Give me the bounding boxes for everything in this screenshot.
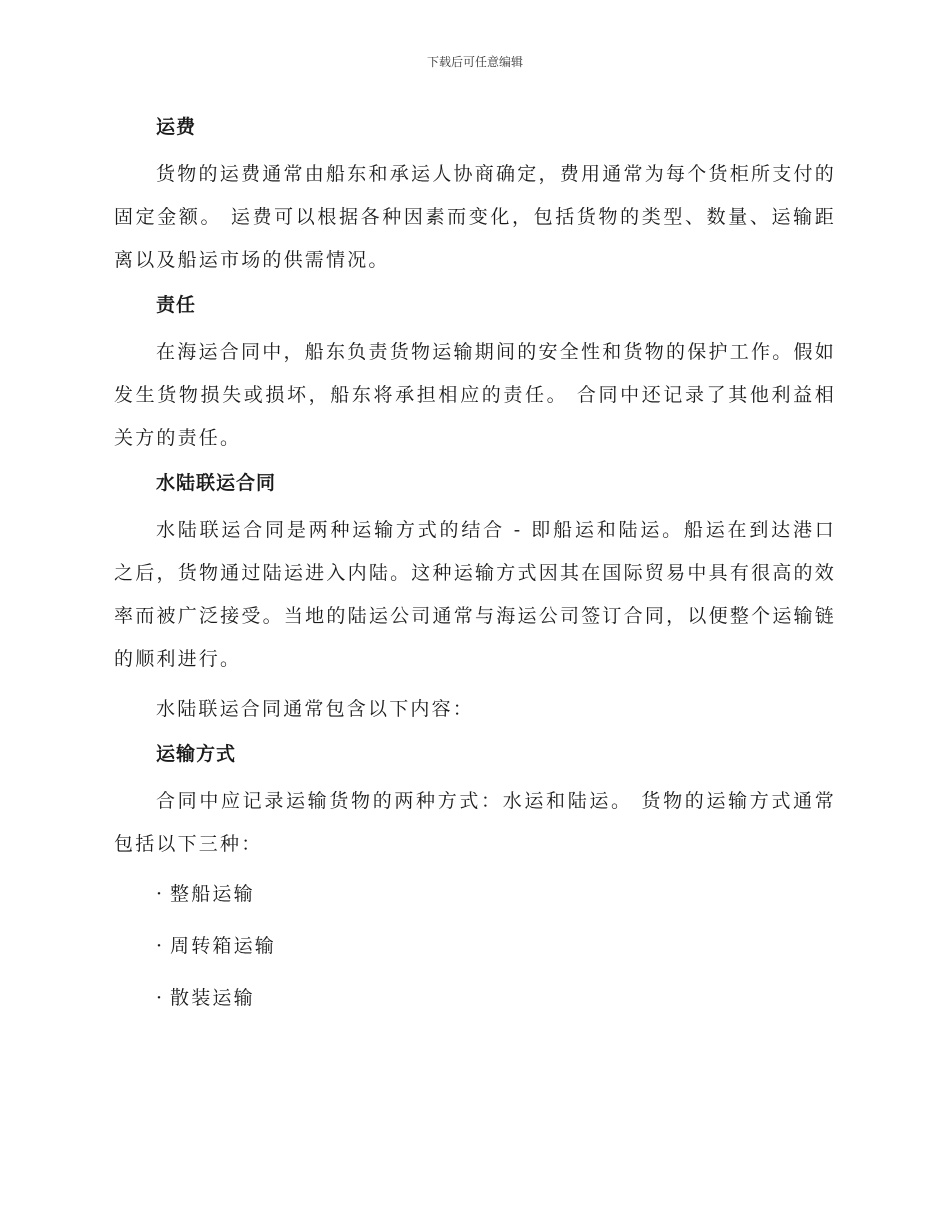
list-item-text: 散装运输 bbox=[170, 987, 255, 1009]
section-heading-multimodal: 水陆联运合同 bbox=[156, 472, 277, 494]
section-heading-freight: 运费 bbox=[156, 116, 197, 138]
paragraph-liability: 在海运合同中，船东负责货物运输期间的安全性和货物的保护工作。假如发生货物损失或损坏，船东将承担相应的责任。 合同中还记录了其他利益相关方的责任。 bbox=[114, 341, 836, 449]
bullet-icon: · bbox=[156, 987, 165, 1009]
list-item bbox=[114, 873, 836, 916]
list-item-text: 整船运输 bbox=[170, 883, 255, 905]
bullet-icon: · bbox=[156, 883, 165, 905]
section-heading-liability: 责任 bbox=[156, 294, 197, 316]
document-body bbox=[114, 105, 836, 1029]
paragraph-transport-mode: 合同中应记录运输货物的两种方式：水运和陆运。 货物的运输方式通常包括以下三种： bbox=[114, 790, 836, 855]
bullet-icon: · bbox=[156, 935, 165, 957]
list-item bbox=[114, 925, 836, 968]
paragraph-freight: 货物的运费通常由船东和承运人协商确定，费用通常为每个货柜所支付的固定金额。 运费可以根据各种因素而变化，包括货物的类型、数量、运输距离以及船运市场的供需情况。 bbox=[114, 163, 836, 271]
list-item-text: 周转箱运输 bbox=[170, 935, 277, 957]
paragraph-multimodal-contents: 水陆联运合同通常包含以下内容： bbox=[156, 698, 475, 720]
paragraph-multimodal-intro: 水陆联运合同是两种运输方式的结合 - 即船运和陆运。船运在到达港口之后，货物通过陆运进入内陆。这种运输方式因其在国际贸易中具有很高的效率而被广泛接受。当地的陆运公司通常与海运公司签订合同，以便整个运输链的顺利进行。 bbox=[114, 519, 836, 670]
section-heading-transport-mode: 运输方式 bbox=[156, 743, 237, 765]
page-header: 下载后可任意编辑 bbox=[426, 55, 523, 69]
list-item bbox=[114, 977, 836, 1020]
